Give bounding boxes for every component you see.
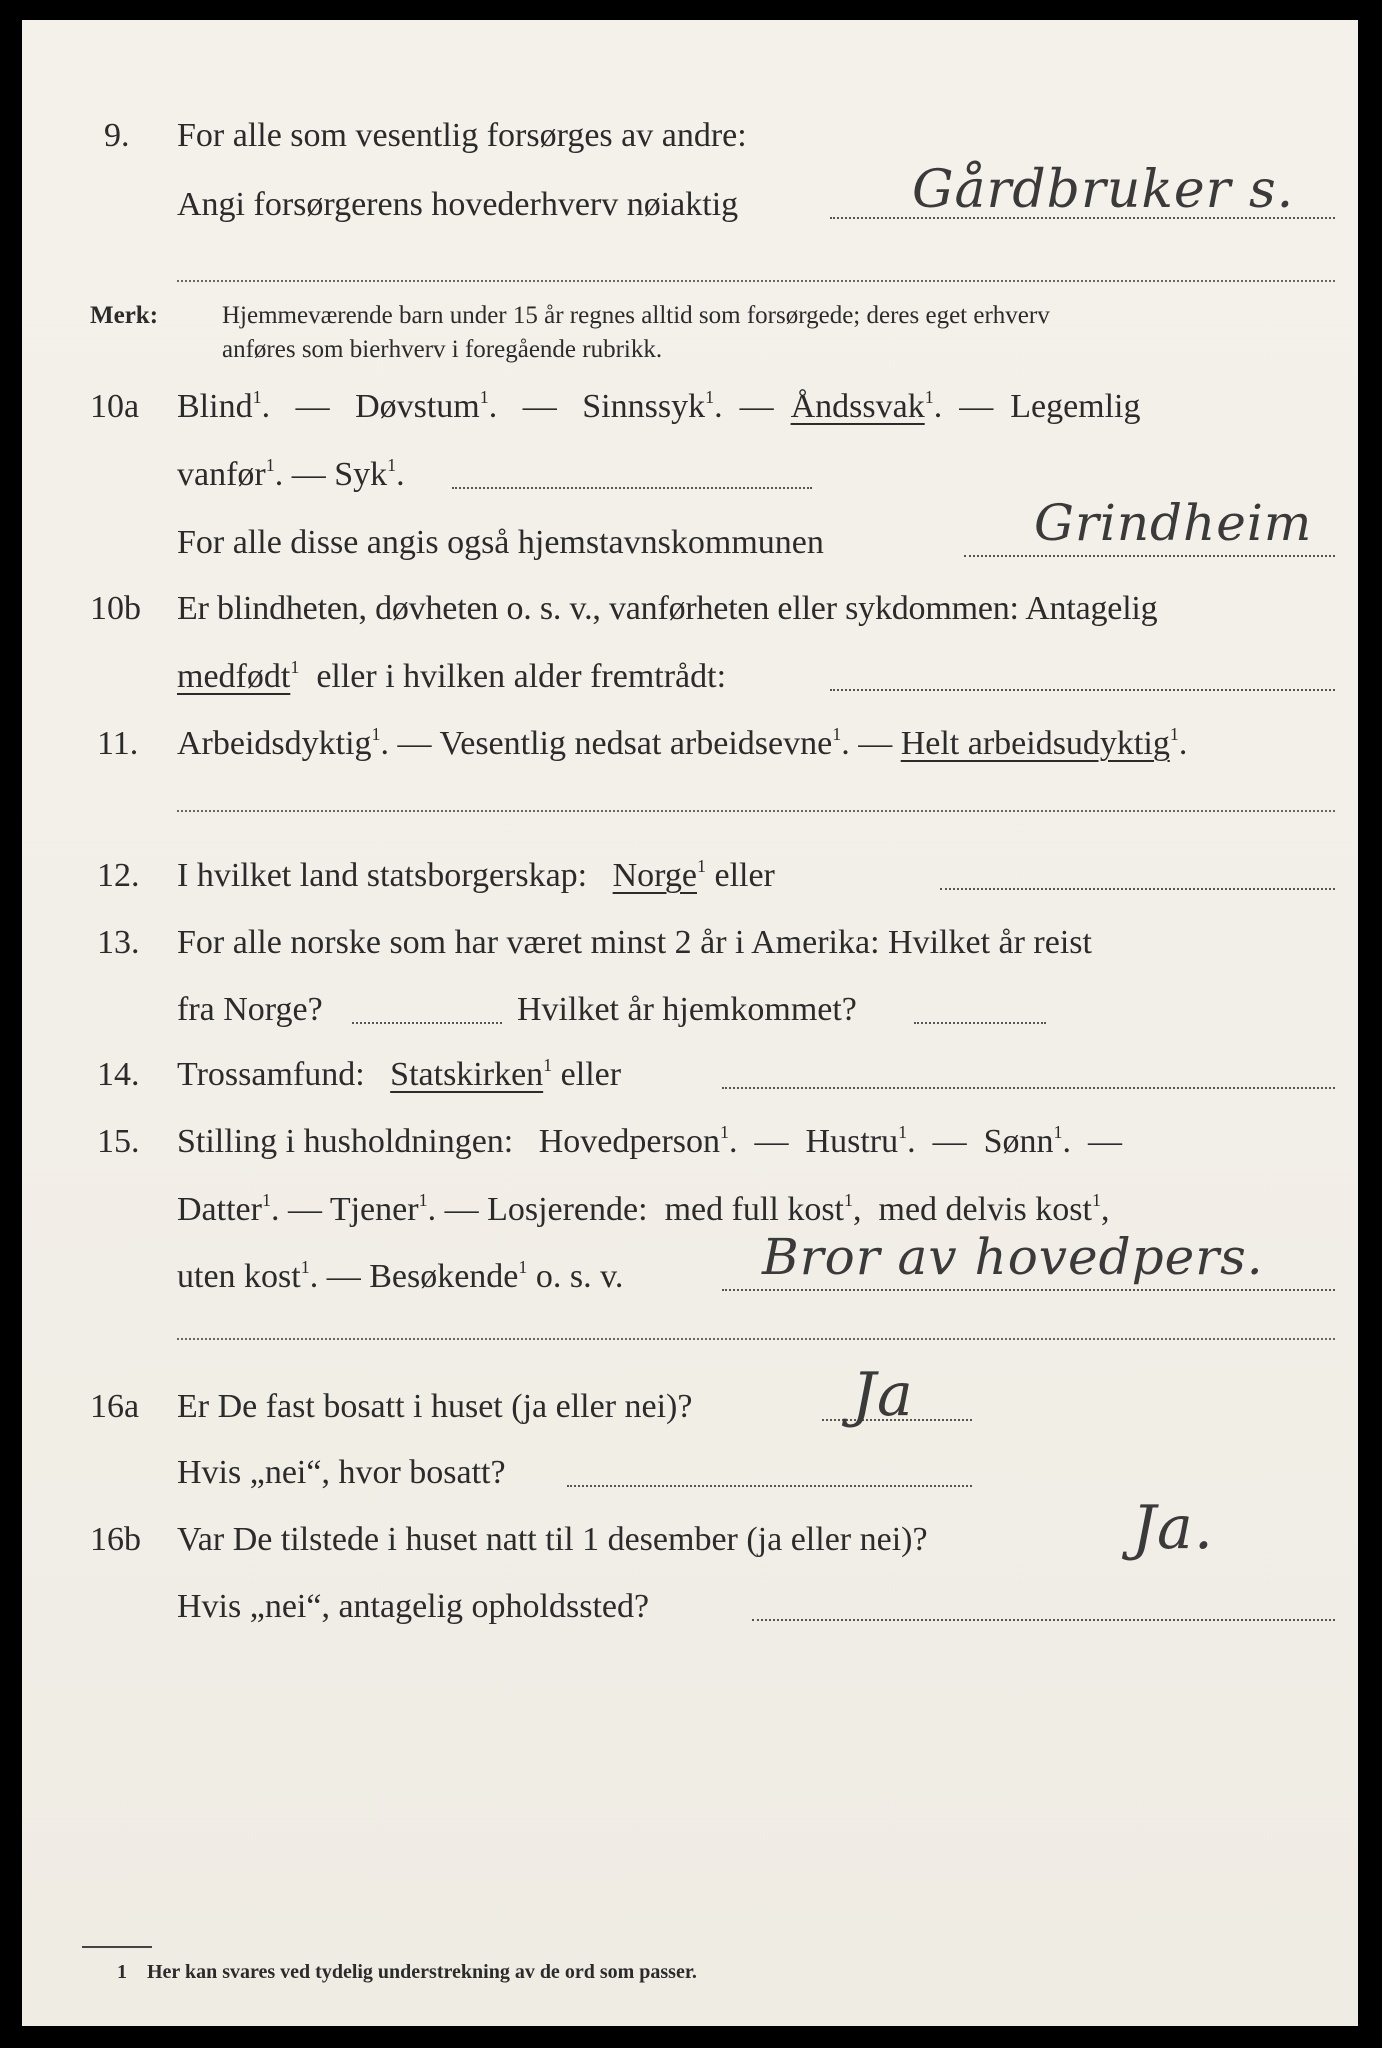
opt-fullkost: med full kost xyxy=(664,1191,844,1228)
q14-number: 14. xyxy=(97,1056,140,1093)
q13-line1: For alle norske som har været minst 2 år i Amerika: Hvilket år reist xyxy=(177,924,1092,961)
q10a-line3: For alle disse angis også hjemstavnskommunen xyxy=(177,524,824,561)
footnote-text: Her kan svares ved tydelig understrekning av de ord som passer. xyxy=(147,1961,697,1983)
opt-vanfor: vanfør xyxy=(177,456,266,493)
footnote-ref: 1 xyxy=(265,455,275,475)
q15-osv: o. s. v. xyxy=(535,1258,624,1295)
q14-answer-line xyxy=(722,1087,1335,1089)
q13-reist-line xyxy=(352,1022,502,1024)
q16a-answer: Ja xyxy=(852,1360,914,1430)
q12-number: 12. xyxy=(97,857,140,894)
footnote-ref: 1 xyxy=(479,387,489,407)
merk-line2: anføres som bierhverv i foregående rubrikk. xyxy=(222,336,663,363)
opt-delviskost: med delvis kost xyxy=(878,1191,1092,1228)
q11-line: Arbeidsdyktig$^1$. — Vesentlig nedsat arbeidsevne$^1$. — Helt arbeidsudyktig$^1$. xyxy=(177,724,1188,762)
q16a-line1: Er De fast bosatt i huset (ja eller nei)? xyxy=(177,1388,693,1425)
opt-statskirken: Statskirken xyxy=(390,1056,544,1093)
opt-sinnssyk: Sinnssyk xyxy=(582,388,706,425)
q15-line1: Stilling i husholdningen: Hovedperson$^1$. — Hustru$^1$. — Sønn$^1$. — xyxy=(177,1122,1123,1160)
q13-line2b: Hvilket år hjemkommet? xyxy=(517,991,857,1028)
opt-legemlig: Legemlig xyxy=(1010,388,1141,425)
footnote-ref: 1 xyxy=(696,856,706,876)
q15-number: 15. xyxy=(97,1123,140,1160)
q16b-line2: Hvis „nei“, antagelig opholdssted? xyxy=(177,1588,650,1625)
opt-hovedperson: Hovedperson xyxy=(538,1123,721,1160)
opt-arbeidsdyktig: Arbeidsdyktig xyxy=(177,725,372,762)
q10a-number: 10a xyxy=(90,388,140,425)
footnote-ref: 1 xyxy=(290,657,300,677)
q16a-bosatt-line xyxy=(567,1485,972,1487)
q13-hjem-line xyxy=(914,1022,1046,1024)
q15-line3: uten kost$^1$. — Besøkende$^1$ o. s. v. xyxy=(177,1257,624,1295)
q13-number: 13. xyxy=(97,924,140,961)
opt-hustru: Hustru xyxy=(805,1123,899,1160)
footnote xyxy=(117,1958,697,1986)
census-form-page xyxy=(22,20,1358,2026)
footnote-ref: 1 xyxy=(518,1257,528,1277)
q10a-answer-line xyxy=(964,555,1335,557)
footnote-ref: 1 xyxy=(844,1190,853,1210)
q16b-answer-line xyxy=(752,1619,1335,1621)
q9-line2: Angi forsørgerens hovederhverv nøiaktig xyxy=(177,186,739,223)
footnote-ref: 1 xyxy=(1053,1122,1063,1142)
footnote-ref: 1 xyxy=(418,1190,428,1210)
q12-text: I hvilket land statsborgerskap: xyxy=(177,857,588,894)
footnote-ref: 1 xyxy=(898,1122,908,1142)
q15-text: Stilling i husholdningen: xyxy=(177,1123,514,1160)
q15-answer: Bror av hovedpers. xyxy=(762,1228,1264,1286)
footnote-ref: 1 xyxy=(1169,724,1179,744)
q10a-line1: Blind$^1$. — Døvstum$^1$. — Sinnssyk$^1$. — Åndssvak$^1$. — Legemlig xyxy=(177,387,1141,425)
divider xyxy=(177,1338,1335,1340)
q13-line2a: fra Norge? xyxy=(177,991,323,1028)
footnote-ref: 1 xyxy=(371,724,381,744)
q12-line xyxy=(177,856,775,896)
q10a-line2: vanfør$^1$. — Syk$^1$. xyxy=(177,455,405,493)
opt-sonn: Sønn xyxy=(983,1123,1054,1160)
q16b-number: 16b xyxy=(90,1521,141,1558)
footnote-ref: 1 xyxy=(924,387,934,407)
q10b-rest: eller i hvilken alder fremtrådt: xyxy=(316,658,727,695)
q10a-answer: Grindheim xyxy=(1034,494,1313,552)
opt-andssvak: Åndssvak xyxy=(790,388,925,425)
footnote-rule xyxy=(82,1946,152,1948)
footnote-ref: 1 xyxy=(720,1122,730,1142)
footnote-ref: 1 xyxy=(261,1190,271,1210)
q11-number: 11. xyxy=(97,725,139,762)
footnote-ref: 1 xyxy=(832,724,842,744)
q14-text: Trossamfund: xyxy=(177,1056,365,1093)
q16a-line2: Hvis „nei“, hvor bosatt? xyxy=(177,1454,506,1491)
divider xyxy=(177,810,1335,812)
q16a-number: 16a xyxy=(90,1388,140,1425)
opt-medfodt: medfødt xyxy=(177,658,291,695)
q10b-answer-line xyxy=(830,689,1335,691)
merk-label: Merk: xyxy=(90,302,159,329)
q16b-line1: Var De tilstede i huset natt til 1 desember (ja eller nei)? xyxy=(177,1521,928,1558)
footnote-ref: 1 xyxy=(387,455,397,475)
opt-tjener: Tjener xyxy=(329,1191,419,1228)
q10a-syk-line xyxy=(452,487,812,489)
footnote-mark: 1 xyxy=(117,1961,127,1983)
merk-line1: Hjemmeværende barn under 15 år regnes alltid som forsørgede; deres eget erhverv xyxy=(222,302,1050,329)
opt-losjerende: Losjerende: xyxy=(487,1191,648,1228)
opt-dovstum: Døvstum xyxy=(355,388,480,425)
footnote-ref: 1 xyxy=(543,1055,553,1075)
footnote-ref: 1 xyxy=(1091,1190,1101,1210)
opt-udyktig: Helt arbeidsudyktig xyxy=(900,725,1170,762)
opt-utenkost: uten kost xyxy=(177,1258,301,1295)
footnote-ref: 1 xyxy=(300,1257,310,1277)
footnote-ref: 1 xyxy=(705,387,715,407)
opt-norge: Norge xyxy=(612,857,697,894)
opt-datter: Datter xyxy=(177,1191,262,1228)
q15-line2: Datter$^1$. — Tjener$^1$. — Losjerende: med full kost$^1$, med delvis kost$^1$, xyxy=(177,1190,1110,1228)
q10b-number: 10b xyxy=(90,590,141,627)
q14-line xyxy=(177,1055,621,1095)
opt-besokende: Besøkende xyxy=(369,1258,519,1295)
q10b-line2 xyxy=(177,657,726,697)
q10b-line1: Er blindheten, døvheten o. s. v., vanførheten eller sykdommen: Antagelig xyxy=(177,590,1158,627)
q9-number: 9. xyxy=(104,117,130,154)
q9-line1: For alle som vesentlig forsørges av andre: xyxy=(177,117,747,154)
q14-eller: eller xyxy=(560,1056,622,1093)
opt-blind: Blind xyxy=(177,388,253,425)
opt-syk: Syk xyxy=(334,456,388,493)
footnote-ref: 1 xyxy=(252,387,262,407)
q16b-answer: Ja. xyxy=(1132,1493,1214,1563)
q9-answer: Gårdbruker s. xyxy=(912,160,1295,220)
q12-eller: eller xyxy=(714,857,775,894)
q15-answer-line xyxy=(722,1289,1335,1291)
divider xyxy=(177,280,1335,282)
q12-answer-line xyxy=(940,888,1335,890)
opt-nedsat: Vesentlig nedsat arbeidsevne xyxy=(439,725,833,762)
